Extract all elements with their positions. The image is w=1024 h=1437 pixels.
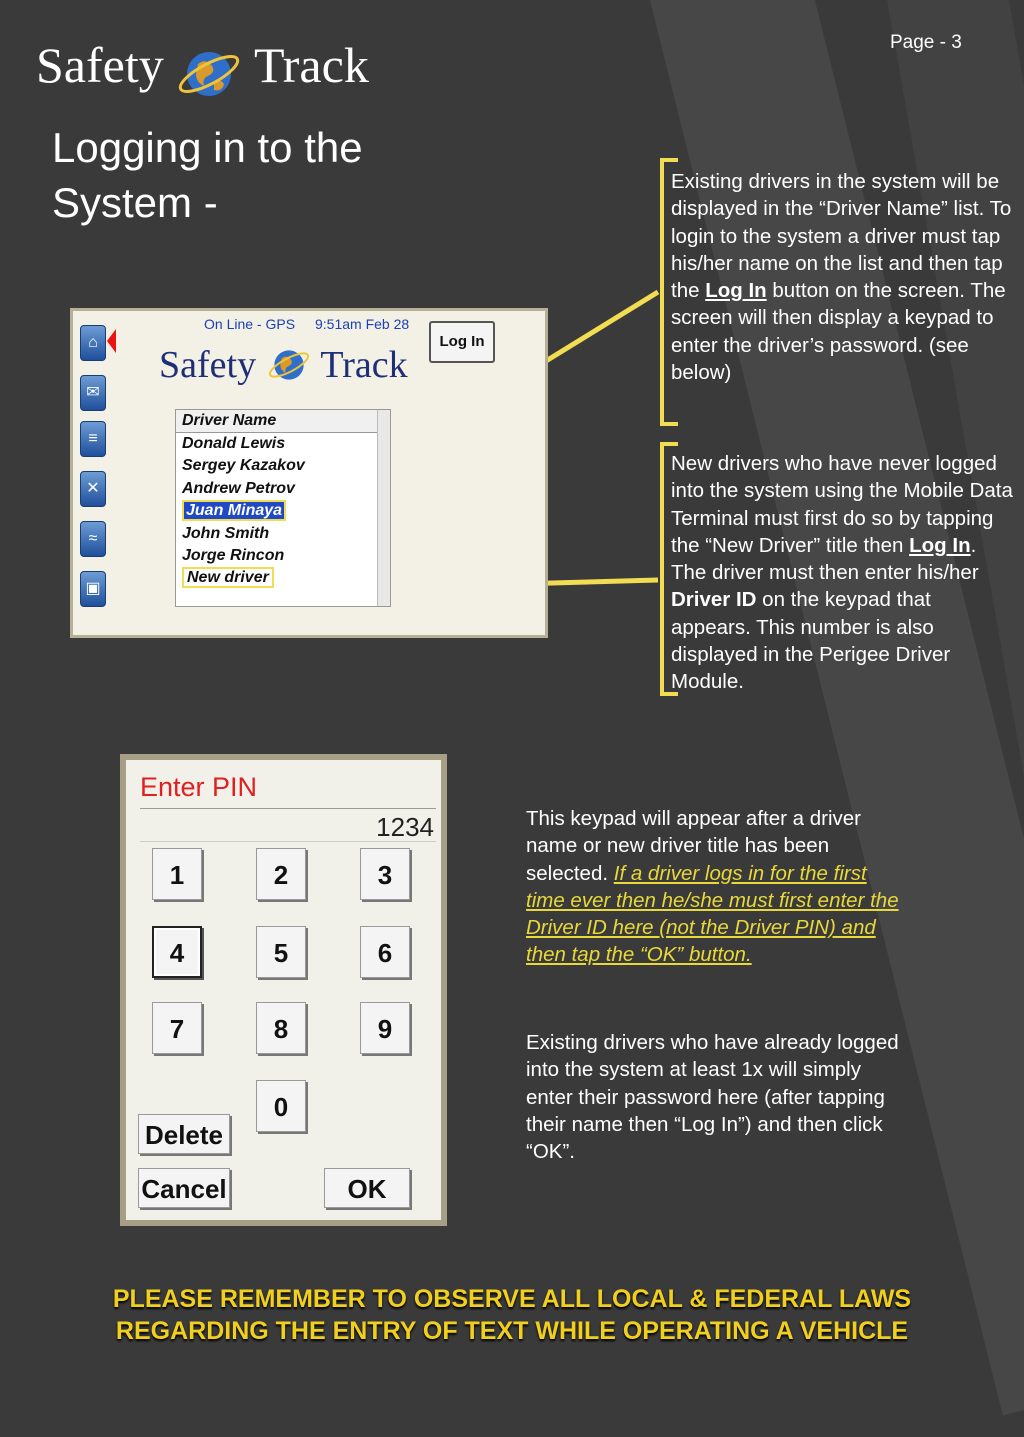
list-scrollbar[interactable] [377, 410, 390, 606]
title-line-2: System - [52, 179, 218, 226]
note-existing-drivers [671, 168, 1016, 386]
screen-logo [159, 341, 408, 387]
driver-name: Sergey Kazakov [182, 457, 305, 475]
driver-item[interactable] [176, 433, 390, 455]
ok-button[interactable]: OK [324, 1168, 410, 1208]
warning-line-1: PLEASE REMEMBER TO OBSERVE ALL LOCAL & FEDERAL LAWS [112, 1285, 912, 1313]
login-screen-screenshot [70, 308, 548, 638]
note-existing-password: Existing drivers who have already logged into the system at least 1x will simply enter their password here (after tapping their name then “Log In”) and then click “OK”. [526, 1031, 899, 1164]
note2-text-b: . The driver must then enter his/her [671, 533, 979, 585]
tools-icon: ✕ [80, 471, 106, 507]
key-3[interactable]: 3 [360, 848, 410, 900]
key-0[interactable]: 0 [256, 1080, 306, 1132]
key-1[interactable]: 1 [152, 848, 202, 900]
key-7[interactable]: 7 [152, 1002, 202, 1054]
pin-keypad-screenshot [120, 754, 447, 1226]
cancel-button[interactable]: Cancel [138, 1168, 230, 1208]
key-4[interactable]: 4 [152, 926, 202, 978]
driver-name: Jorge Rincon [182, 546, 285, 564]
note-keypad [526, 805, 906, 969]
home-icon: ⌂ [80, 325, 106, 361]
note3-text: This keypad will appear after a driver name or new driver title has been selected. [526, 807, 861, 885]
logo-word-safety: Safety [36, 37, 164, 93]
note3-first-time-instruction: If a driver logs in for the first time ever then he/she must first enter the Driver ID here (not the Driver PIN) and then tap the “OK” button. [526, 861, 899, 967]
key-9[interactable]: 9 [360, 1002, 410, 1054]
log-in-button[interactable]: Log In [429, 321, 495, 363]
key-6[interactable]: 6 [360, 926, 410, 978]
driver-item[interactable] [176, 545, 390, 567]
note1-text-b: button on the screen. The screen will then display a keypad to enter the driver’s password. (see below) [671, 279, 1006, 385]
driver-item[interactable] [176, 478, 390, 500]
note2-text-a: New drivers who have never logged into the system using the Mobile Data Terminal must first do so by tapping the “New Driver” title then [671, 452, 1013, 557]
safety-warning [0, 1283, 1024, 1347]
logo-word-track: Track [254, 37, 369, 93]
pin-input[interactable]: 1234 [140, 808, 436, 842]
note-new-drivers [671, 450, 1016, 696]
globe-icon [266, 341, 312, 385]
driver-name: New driver [182, 567, 274, 588]
gps-status: On Line - GPS [204, 316, 296, 332]
new-driver-item[interactable] [176, 567, 390, 589]
driver-item[interactable] [176, 455, 390, 477]
message-icon: ≡ [80, 421, 106, 457]
key-8[interactable]: 8 [256, 1002, 306, 1054]
note1-login-link: Log In [705, 279, 767, 303]
driver-name: Donald Lewis [182, 435, 286, 452]
driver-name: Andrew Petrov [182, 479, 295, 497]
note1-text-a: Existing drivers in the system will be displayed in the “Driver Name” list. To login to the system a driver must tap his/her name on the list and then tap the [671, 170, 1012, 303]
clock: 9:51am Feb 28 [315, 316, 410, 332]
envelope-icon: ✉ [80, 375, 106, 411]
title-line-1: Logging in to the [52, 124, 363, 171]
delete-button[interactable]: Delete [138, 1114, 230, 1154]
driver-list-header: Driver Name [176, 410, 390, 433]
driver-name-list[interactable] [175, 409, 391, 607]
note2-text-c: on the keypad that appears. This number is also displayed in the Perigee Driver Module. [671, 588, 951, 694]
key-2[interactable]: 2 [256, 848, 306, 900]
driver-item-selected[interactable] [176, 500, 390, 522]
page-number: Page - 3 [890, 32, 962, 53]
note2-driver-id: Driver ID [671, 588, 757, 612]
red-arrow-icon [107, 329, 116, 353]
screen-logo-word-safety: Safety [159, 344, 257, 386]
driver-item[interactable] [176, 523, 390, 545]
key-5[interactable]: 5 [256, 926, 306, 978]
driver-name: John Smith [182, 524, 270, 542]
note2-login-link: Log In [909, 533, 971, 557]
driver-name: Juan Minaya [182, 500, 286, 521]
enter-pin-title: Enter PIN [140, 772, 258, 802]
screen-logo-word-track: Track [320, 344, 408, 386]
truck-icon: ▣ [80, 571, 106, 607]
warning-line-2: REGARDING THE ENTRY OF TEXT WHILE OPERATING A VEHICLE [115, 1317, 909, 1345]
graph-icon: ≈ [80, 521, 106, 557]
